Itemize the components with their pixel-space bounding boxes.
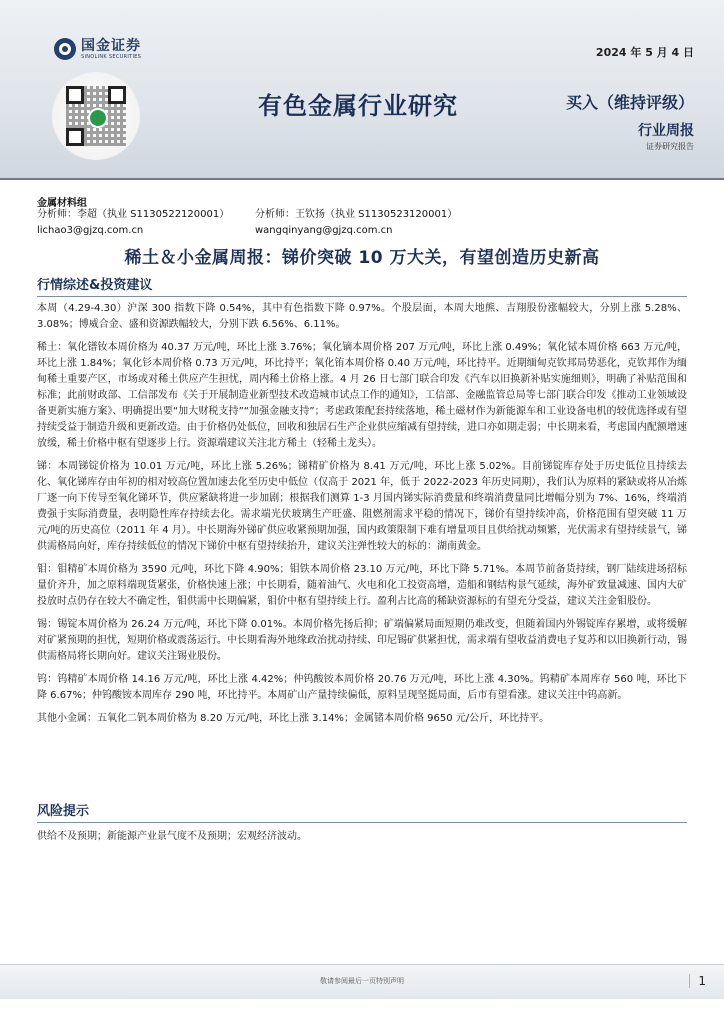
section-heading: 风险提示: [37, 800, 687, 823]
paragraph: 稀土：氧化镨钕本周价格为 40.37 万元/吨，环比上涨 3.76%；氧化镝本周价格 207 万元/吨，环比上涨 0.49%；氧化铽本周价格 663 万元/吨，环比上涨 1.84%；氧化钐本周价格 0.73 万元/吨，环比持平；氧化铕本周价格 0.40 万元/吨，环比持平。近期缅甸克钦邦局势恶化，克钦邦作为缅甸稀土重要产区，市场或对稀土供应产生担忧，周内稀土价格上涨。4 月 26 日七部门联合印发《汽车以旧换新补贴实施细则》，明确了补贴范围和标准；此前财政部、工信部发布《关于开展制造业新型技术改造城市试点工作的通知》，工信部、金融监管总局等七部门联合印发《推动工业领域设备更新实施方案》、明确提出要“加大财税支持”“加强金融支持”；考虑政策配套持续落地，稀土磁材作为新能源车和工业设备电机的较优选择或有望持续受益于制造升级和更新改造。由于价格仍处低位，回收和独居石生产企业供应缩减有望持续，进口亦如期走弱；中长期来看，考虑国内配额增速放缓，稀土价格中枢有望逐步上行。资源端建议关注北方稀土（轻稀土龙头）。: [37, 342, 687, 449]
report-date: 2024 年 5 月 4 日: [595, 46, 694, 59]
rating-badge: 买入（维持评级）: [565, 93, 694, 112]
logo-name-en: SINOLINK SECURITIES: [81, 53, 142, 60]
company-logo: [54, 38, 141, 60]
paragraph: 钼：钼精矿本周价格为 3590 元/吨，环比下降 4.90%；钼铁本周价格 23.10 万元/吨，环比下降 5.71%。本周节前备货持续，钢厂陆续进场招标量价齐升，加之原料端现货紧张，价格快速上涨；中长期看，随着油气、火电和化工投资高增，造船和钢结构景气延续，海外矿致量减速、国内大矿投放时点仍存在较大不确定性，钼供需中长期偏紧，钼价中枢有望持续上行。盈利占比高的稀缺资源标的有望充分受益，建议关注金钼股份。: [37, 564, 687, 607]
paragraph: 本周（4.29-4.30）沪深 300 指数下降 0.54%，其中有色指数下降 0.97%。个股层面，本周大地熊、吉翔股份涨幅较大，分别上涨 5.28%、3.08%；博威合金、盛和资源跌幅较大，分别下跌 6.56%、6.11%。: [37, 303, 687, 330]
logo-name-cn: 国金证券: [81, 37, 141, 54]
paragraph: 供给不及预期；新能源产业景气度不及预期；宏观经济波动。: [37, 831, 307, 842]
team-name: 金属材料组: [37, 198, 87, 209]
disclaimer-note: 敬请参阅最后一页特别声明: [320, 977, 404, 985]
qr-code-icon: [52, 72, 140, 160]
paragraph: 钨：钨精矿本周价格 14.16 万元/吨，环比上涨 4.42%；仲钨酸铵本周价格 20.76 万元/吨，环比上涨 4.30%。钨精矿本周库存 560 吨，环比下降 6.67%；仲钨酸铵本周库存 290 吨，环比持平。本周矿山产量持续偏低，原料呈现坚挺局面，后市有望看涨。建议关注中钨高新。: [37, 674, 687, 701]
paragraph: 锡：锡锭本周价格为 26.24 万元/吨，环比下降 0.01%。本周价格先扬后抑；矿端偏紧局面短期仍难改变，但随着国内外锡锭库存累增，或将缓解对矿紧预期的担忧，短期价格或震荡运行。中长期看海外地缘政治扰动持续、印尼锡矿供紧担忧，需求端有望收益消费电子复苏和以旧换新行动，锡供需格局将长期向好。建议关注锡业股份。: [37, 619, 687, 662]
analyst-email[interactable]: lichao3@gjzq.com.cn: [37, 225, 144, 236]
summary-section: [37, 274, 687, 727]
analyst-email[interactable]: wangqinyang@gjzq.com.cn: [255, 225, 393, 236]
risk-section: [37, 800, 687, 845]
analyst-label: 分析师：王钦扬（执业 S1130523120001）: [255, 209, 458, 220]
logo-icon: [54, 38, 76, 60]
analyst-block: [37, 207, 697, 239]
page-footer: [0, 964, 724, 999]
report-title: 稀土＆小金属周报：锑价突破 10 万大关，有望创造历史新高: [124, 248, 600, 268]
page-number: 1: [689, 974, 706, 988]
report-subtype: 证券研究报告: [646, 142, 694, 151]
analyst-label: 分析师：李超（执业 S1130522120001）: [37, 209, 230, 220]
section-heading: 行情综述&投资建议: [37, 274, 687, 297]
report-type: 行业周报: [638, 123, 694, 139]
paragraph: 其他小金属：五氧化二钒本周价格为 8.20 万元/吨，环比上涨 3.14%；金属锗本周价格 9650 元/公斤，环比持平。: [37, 713, 550, 724]
paragraph: 锑：本周锑锭价格为 10.01 万元/吨，环比上涨 5.26%；锑精矿价格为 8.41 万元/吨，环比上涨 5.02%。目前锑锭库存处于历史低位且持续去化、氧化锑库存由年初的相对较高位置加速去化至历史中低位（仅高于 2021 年，低于 2022-2023 年历史同期），我们认为原料的紧缺或将从冶炼厂逐一向下传导至氧化锑环节，供应紧缺将进一步加剧；根据我们测算 1-3 月国内锑实际消费量和终端消费量同比增幅分别为 7%、16%，终端消费强于实际消费量，表明隐性库存持续去化。需求端光伏玻璃生产旺盛、阻燃剂需求平稳的情况下，锑价有望持续冲高，价格范围有望突破 11 万元/吨的历史高位（2011 年 4 月）。中长期海外锑矿供应收紧预期加强，国内政策限制下难有增量项目且供给扰动频繁，光伏需求有望持续景气，锑供需格局向好，库存持续低位的情况下锑价中枢有望持续抬升，建议关注弹性较大的标的：湖南黄金。: [37, 461, 687, 552]
page-title: 有色金属行业研究: [258, 92, 458, 120]
report-header: [0, 0, 724, 180]
